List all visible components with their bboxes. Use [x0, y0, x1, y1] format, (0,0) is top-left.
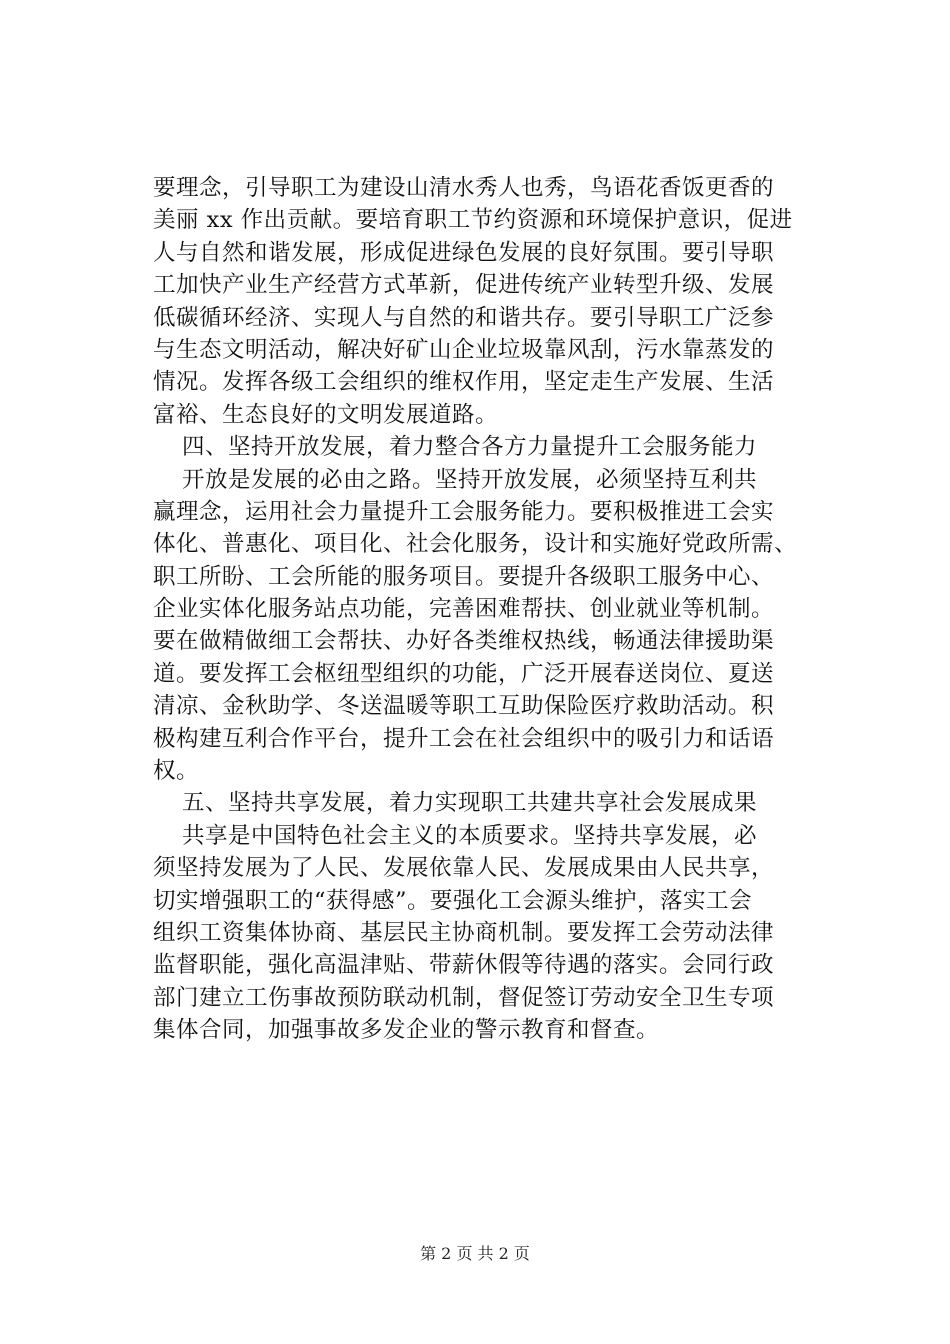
text-line: 部门建立工伤事故预防联动机制，督促签订劳动安全卫生专项 — [153, 984, 775, 1011]
text-line: 要在做精做细工会帮扶、办好各类维权热线，畅通法律援助渠 — [153, 628, 775, 655]
text-line: 须坚持发展为了人民、发展依靠人民、发展成果由人民共享， — [153, 855, 775, 882]
text-line: 五、坚持共享发展，着力实现职工共建共享社会发展成果 — [182, 790, 758, 817]
text-line: 切实增强职工的“获得感”。要强化工会源头维护，落实工会 — [153, 887, 753, 914]
text-line: 人与自然和谐发展，形成促进绿色发展的良好氛围。要引导职 — [153, 239, 775, 266]
text-line: 道。要发挥工会枢纽型组织的功能，广泛开展春送岗位、夏送 — [153, 660, 775, 687]
body-text — [153, 172, 853, 1047]
text-line: 美丽 xx 作出贡献。要培育职工节约资源和环境保护意识，促进 — [153, 207, 793, 234]
text-line: 企业实体化服务站点功能，完善困难帮扶、创业就业等机制。 — [153, 596, 775, 623]
text-line: 集体合同，加强事故多发企业的警示教育和督查。 — [153, 1017, 660, 1044]
text-line: 权。 — [153, 758, 200, 785]
text-line: 情况。发挥各级工会组织的维权作用，坚定走生产发展、生活 — [153, 369, 775, 396]
text-line: 赢理念，运用社会力量提升工会服务能力。要积极推进工会实 — [153, 498, 775, 525]
text-line: 组织工资集体协商、基层民主协商机制。要发挥工会劳动法律 — [153, 919, 775, 946]
text-line: 体化、普惠化、项目化、社会化服务，设计和实施好党政所需、 — [153, 531, 798, 558]
text-line: 与生态文明活动，解决好矿山企业垃圾靠风刮，污水靠蒸发的 — [153, 336, 775, 363]
text-line: 监督职能，强化高温津贴、带薪休假等待遇的落实。会同行政 — [153, 952, 775, 979]
text-line: 富裕、生态良好的文明发展道路。 — [153, 401, 499, 428]
text-line: 职工所盼、工会所能的服务项目。要提升各级职工服务中心、 — [153, 563, 775, 590]
text-line: 低碳循环经济、实现人与自然的和谐共存。要引导职工广泛参 — [153, 304, 775, 331]
text-line: 共享是中国特色社会主义的本质要求。坚持共享发展，必 — [182, 822, 758, 849]
text-line: 工加快产业生产经营方式革新，促进传统产业转型升级、发展 — [153, 272, 775, 299]
text-line: 四、坚持开放发展，着力整合各方力量提升工会服务能力 — [182, 434, 758, 461]
text-line: 开放是发展的必由之路。坚持开放发展，必须坚持互利共 — [182, 466, 758, 493]
text-line: 要理念，引导职工为建设山清水秀人也秀，鸟语花香饭更香的 — [153, 175, 775, 201]
text-line: 清凉、金秋助学、冬送温暖等职工互助保险医疗救助活动。积 — [153, 693, 775, 720]
page-footer: 第 2 页 共 2 页 — [420, 1244, 530, 1263]
text-line: 极构建互利合作平台，提升工会在社会组织中的吸引力和话语 — [153, 725, 775, 752]
